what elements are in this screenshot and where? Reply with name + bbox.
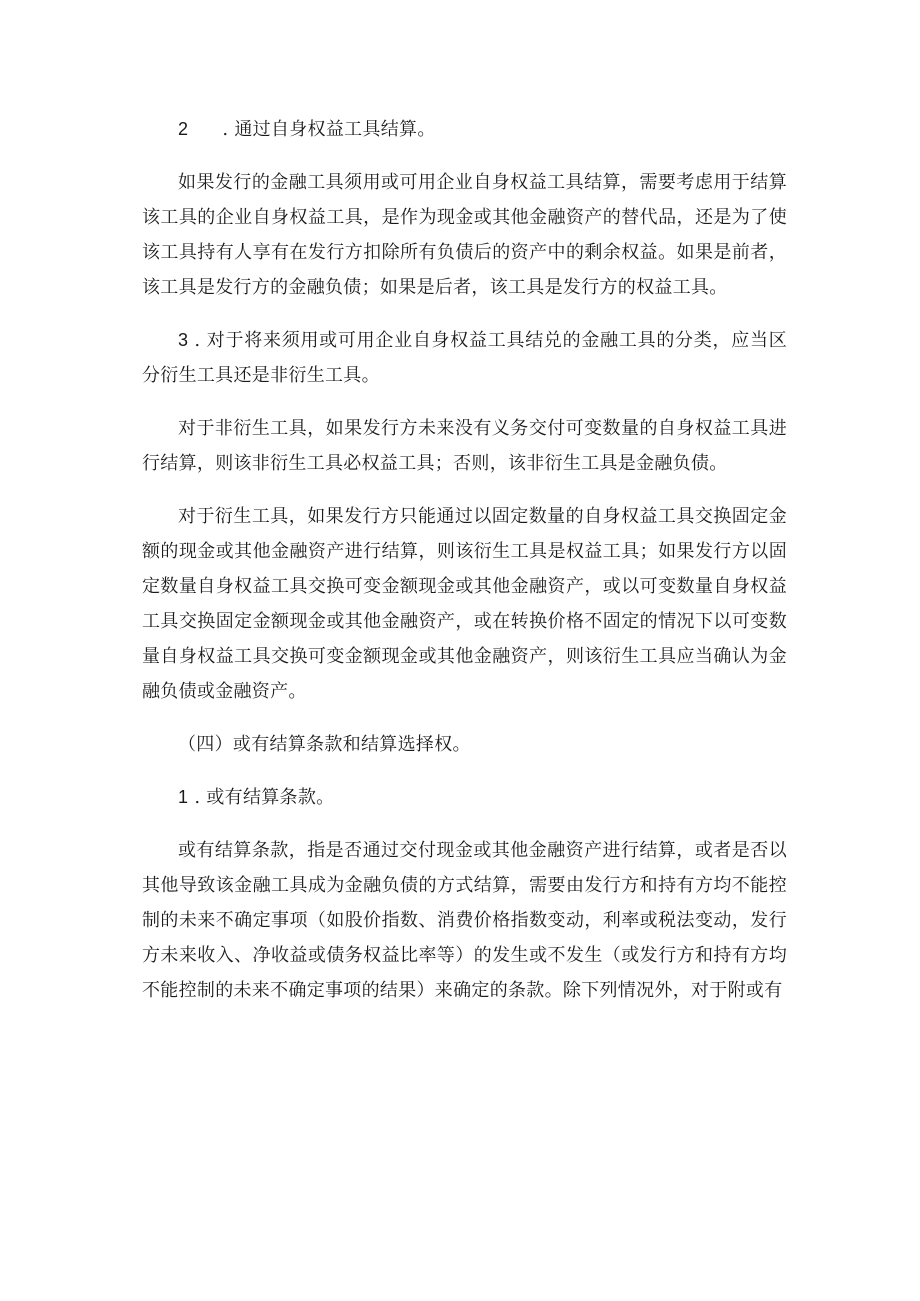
- section-heading-4: （四）或有结算条款和结算选择权。: [178, 734, 471, 755]
- document-body: [142, 112, 787, 1008]
- paragraph-non-derivative: 对于非衍生工具，如果发行方未来没有义务交付可变数量的自身权益工具进行结算，则该非衍生工具必权益工具；否则，该非衍生工具是金融负债。: [142, 418, 787, 474]
- heading-number: 1: [178, 787, 189, 807]
- heading-text: . 或有结算条款。: [194, 787, 335, 808]
- section-heading-3: [142, 323, 787, 393]
- section-heading-1: [142, 780, 787, 815]
- paragraph-contingent-settlement: 或有结算条款，指是否通过交付现金或其他金融资产进行结算，或者是否以其他导致该金融工具成为金融负债的方式结算，需要由发行方和持有方均不能控制的未来不确定事项（如股价指数、消费价格指数变动，利率或税法变动，发行方未来收入、净收益或债务权益比率等）的发生或不发生（或发行方和持有方均不能控制的未来不确定事项的结果）来确定的条款。除下列情况外，对于附或有: [142, 840, 787, 1001]
- paragraph-settlement-own-equity: 如果发行的金融工具须用或可用企业自身权益工具结算，需要考虑用于结算该工具的企业自身权益工具，是作为现金或其他金融资产的替代品，还是为了使该工具持有人享有在发行方扣除所有负债后的资产中的剩余权益。如果是前者，该工具是发行方的金融负债；如果是后者，该工具是发行方的权益工具。: [142, 172, 787, 298]
- heading-number: 2: [178, 119, 189, 139]
- section-heading-2: [142, 112, 787, 147]
- heading-text: . 对于将来须用或可用企业自身权益工具结兑的金融工具的分类，应当区分衍生工具还是非衍生工具。: [142, 330, 787, 386]
- heading-number: 3: [178, 330, 189, 350]
- paragraph-derivative: 对于衍生工具，如果发行方只能通过以固定数量的自身权益工具交换固定金额的现金或其他金融资产进行结算，则该衍生工具是权益工具；如果发行方以固定数量自身权益工具交换可变金额现金或其他金融资产，或以可变数量自身权益工具交换固定金额现金或其他金融资产，或在转换价格不固定的情况下以可变数量自身权益工具交换可变金额现金或其他金融资产，则该衍生工具应当确认为金融负债或金融资产。: [142, 506, 787, 702]
- heading-text: . 通过自身权益工具结算。: [222, 119, 436, 140]
